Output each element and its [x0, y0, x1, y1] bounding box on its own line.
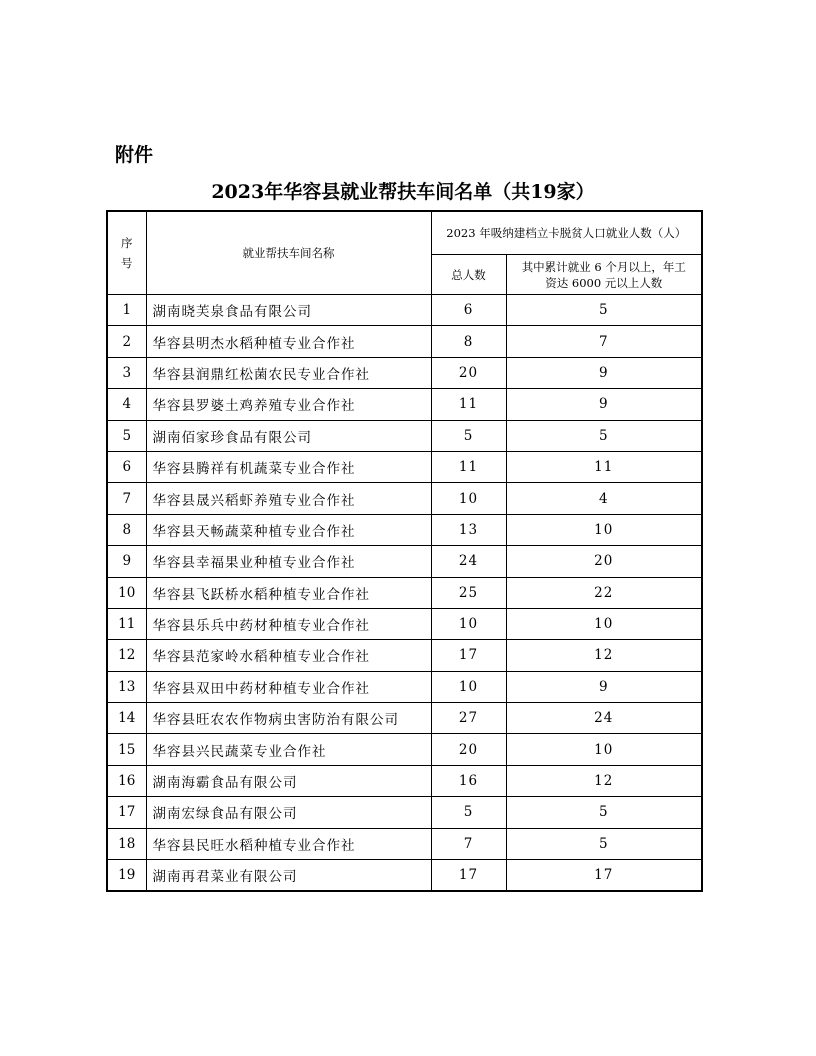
row-qualified-count: 17	[506, 860, 702, 892]
table-row	[107, 451, 702, 482]
table-row	[107, 514, 702, 545]
row-qualified-count: 5	[506, 797, 702, 828]
row-number: 7	[107, 483, 146, 514]
row-company-name: 华容县乐兵中药材种植专业合作社	[146, 608, 431, 639]
table-row	[107, 326, 702, 357]
row-qualified-count: 7	[506, 326, 702, 357]
table-row	[107, 389, 702, 420]
row-total-count: 8	[431, 326, 506, 357]
row-company-name: 华容县罗婆土鸡养殖专业合作社	[146, 389, 431, 420]
table-row	[107, 295, 702, 326]
row-qualified-count: 11	[506, 451, 702, 482]
table-row	[107, 797, 702, 828]
row-qualified-count: 9	[506, 671, 702, 702]
row-total-count: 17	[431, 640, 506, 671]
table-row	[107, 608, 702, 639]
table-row	[107, 640, 702, 671]
row-qualified-count: 12	[506, 640, 702, 671]
header-total: 总人数	[431, 255, 506, 295]
header-qualified-line2: 资达 6000 元以上人数	[545, 275, 663, 290]
row-number: 19	[107, 860, 146, 892]
row-total-count: 5	[431, 797, 506, 828]
row-qualified-count: 24	[506, 703, 702, 734]
row-qualified-count: 9	[506, 357, 702, 388]
table-row	[107, 734, 702, 765]
row-number: 8	[107, 514, 146, 545]
table-row	[107, 546, 702, 577]
row-qualified-count: 10	[506, 608, 702, 639]
row-company-name: 华容县晟兴稻虾养殖专业合作社	[146, 483, 431, 514]
row-total-count: 16	[431, 765, 506, 796]
header-seq-line1: 序	[121, 236, 133, 250]
row-total-count: 25	[431, 577, 506, 608]
row-total-count: 7	[431, 828, 506, 859]
row-number: 17	[107, 797, 146, 828]
workshop-table	[106, 210, 703, 892]
row-company-name: 华容县民旺水稻种植专业合作社	[146, 828, 431, 859]
row-total-count: 20	[431, 357, 506, 388]
row-number: 14	[107, 703, 146, 734]
table-row	[107, 703, 702, 734]
row-qualified-count: 10	[506, 514, 702, 545]
row-qualified-count: 20	[506, 546, 702, 577]
row-qualified-count: 22	[506, 577, 702, 608]
row-number: 6	[107, 451, 146, 482]
table-row	[107, 483, 702, 514]
row-qualified-count: 9	[506, 389, 702, 420]
row-company-name: 湖南再君菜业有限公司	[146, 860, 431, 892]
row-total-count: 10	[431, 608, 506, 639]
row-total-count: 27	[431, 703, 506, 734]
header-seq	[107, 211, 146, 295]
table-row	[107, 420, 702, 451]
header-group: 2023 年吸纳建档立卡脱贫人口就业人数（人）	[431, 211, 702, 255]
row-number: 5	[107, 420, 146, 451]
row-total-count: 17	[431, 860, 506, 892]
header-qualified	[506, 255, 702, 295]
row-company-name: 华容县范家岭水稻种植专业合作社	[146, 640, 431, 671]
row-total-count: 11	[431, 451, 506, 482]
row-company-name: 华容县双田中药材种植专业合作社	[146, 671, 431, 702]
row-total-count: 10	[431, 483, 506, 514]
row-total-count: 24	[431, 546, 506, 577]
row-number: 3	[107, 357, 146, 388]
table-row	[107, 671, 702, 702]
row-number: 13	[107, 671, 146, 702]
row-number: 2	[107, 326, 146, 357]
row-number: 18	[107, 828, 146, 859]
table-row	[107, 828, 702, 859]
header-qualified-line1: 其中累计就业 6 个月以上，年工	[521, 259, 686, 274]
row-total-count: 13	[431, 514, 506, 545]
row-number: 16	[107, 765, 146, 796]
row-qualified-count: 4	[506, 483, 702, 514]
row-total-count: 6	[431, 295, 506, 326]
attachment-label: 附件	[115, 144, 154, 166]
row-company-name: 湖南宏绿食品有限公司	[146, 797, 431, 828]
row-total-count: 11	[431, 389, 506, 420]
row-qualified-count: 12	[506, 765, 702, 796]
row-company-name: 华容县润鼎红松菌农民专业合作社	[146, 357, 431, 388]
row-company-name: 华容县明杰水稻种植专业合作社	[146, 326, 431, 357]
row-company-name: 华容县旺农农作物病虫害防治有限公司	[146, 703, 431, 734]
row-company-name: 华容县幸福果业种植专业合作社	[146, 546, 431, 577]
row-number: 4	[107, 389, 146, 420]
row-qualified-count: 5	[506, 295, 702, 326]
row-qualified-count: 10	[506, 734, 702, 765]
row-qualified-count: 5	[506, 420, 702, 451]
row-number: 12	[107, 640, 146, 671]
row-company-name: 湖南佰家珍食品有限公司	[146, 420, 431, 451]
table-row	[107, 577, 702, 608]
table-row	[107, 765, 702, 796]
table-row	[107, 860, 702, 892]
row-number: 10	[107, 577, 146, 608]
row-total-count: 10	[431, 671, 506, 702]
row-company-name: 华容县天畅蔬菜种植专业合作社	[146, 514, 431, 545]
document-title: 2023年华容县就业帮扶车间名单（共19家）	[211, 181, 595, 203]
row-total-count: 5	[431, 420, 506, 451]
row-number: 1	[107, 295, 146, 326]
row-company-name: 华容县兴民蔬菜专业合作社	[146, 734, 431, 765]
row-total-count: 20	[431, 734, 506, 765]
row-company-name: 华容县腾祥有机蔬菜专业合作社	[146, 451, 431, 482]
header-seq-line2: 号	[121, 256, 133, 270]
row-company-name: 湖南海霸食品有限公司	[146, 765, 431, 796]
row-number: 15	[107, 734, 146, 765]
row-company-name: 湖南晓芙泉食品有限公司	[146, 295, 431, 326]
row-number: 11	[107, 608, 146, 639]
row-number: 9	[107, 546, 146, 577]
header-name: 就业帮扶车间名称	[146, 211, 431, 295]
row-company-name: 华容县飞跃桥水稻种植专业合作社	[146, 577, 431, 608]
row-qualified-count: 5	[506, 828, 702, 859]
table-row	[107, 357, 702, 388]
